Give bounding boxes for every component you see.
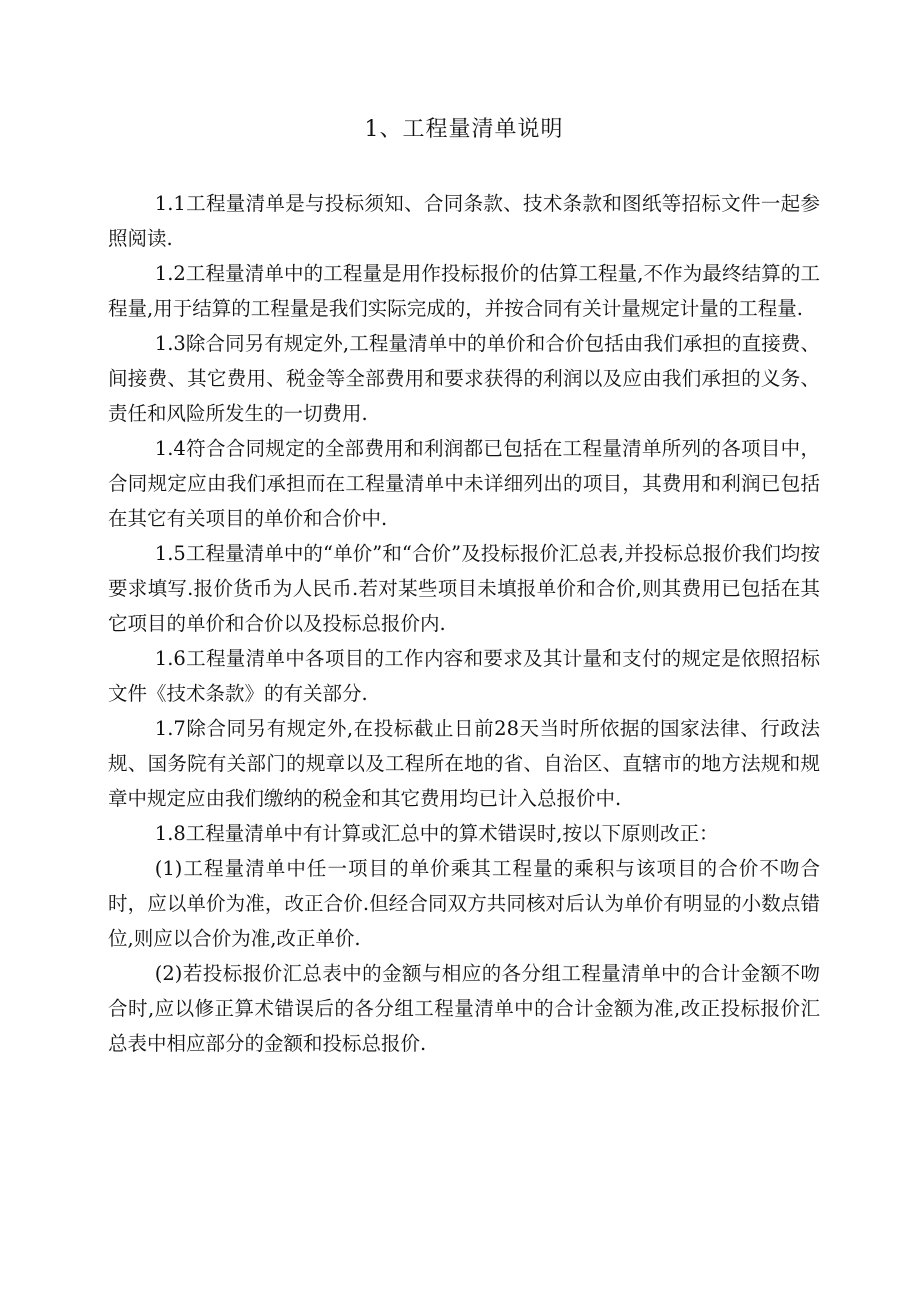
paragraph-1-7: 1.7除合同另有规定外,在投标截止日前28天当时所依据的国家法律、行政法规、国务院有关部门的规章以及工程所在地的省、自治区、直辖市的地方法规和规章中规定应由我们缴纳的税金和其它费用均已计入总报价中.: [108, 717, 820, 810]
paragraph-1-5: 1.5工程量清单中的“单价”和“合价”及投标报价汇总表,并投标总报价我们均按要求填写.报价货币为人民币.若对某些项目未填报单价和合价,则其费用已包括在其它项目的单价和合价以及投标总报价内.: [108, 542, 820, 635]
paragraph-rule-2: (2)若投标报价汇总表中的金额与相应的各分组工程量清单中的合计金额不吻合时,应以修正算术错误后的各分组工程量清单中的合计金额为准,改正投标报价汇总表中相应部分的金额和投标总报价.: [108, 962, 820, 1055]
paragraph-rule-1: (1)工程量清单中任一项目的单价乘其工程量的乘积与该项目的合价不吻合时，应以单价为准，改正合价.但经合同双方共同核对后认为单价有明显的小数点错位,则应以合价为准,改正单价.: [108, 857, 820, 950]
paragraph-1-8: 1.8工程量清单中有计算或汇总中的算术错误时,按以下原则改正：: [154, 822, 719, 845]
paragraph-1-2: 1.2工程量清单中的工程量是用作投标报价的估算工程量,不作为最终结算的工程量,用于结算的工程量是我们实际完成的，并按合同有关计量规定计量的工程量.: [108, 262, 820, 320]
paragraph-1-1: 1.1工程量清单是与投标须知、合同条款、技术条款和图纸等招标文件一起参照阅读.: [108, 192, 820, 250]
paragraph-1-4: 1.4符合合同规定的全部费用和利润都已包括在工程量清单所列的各项目中，合同规定应由我们承担而在工程量清单中未详细列出的项目，其费用和利润已包括在其它有关项目的单价和合价中.: [108, 437, 820, 530]
paragraph-1-6: 1.6工程量清单中各项目的工作内容和要求及其计量和支付的规定是依照招标文件《技术条款》的有关部分.: [108, 647, 820, 705]
document-body: [108, 186, 820, 1061]
paragraph-1-3: 1.3除合同另有规定外,工程量清单中的单价和合价包括由我们承担的直接费、间接费、其它费用、税金等全部费用和要求获得的利润以及应由我们承担的义务、责任和风险所发生的一切费用.: [108, 332, 820, 425]
page-title: 1、工程量清单说明: [364, 117, 564, 142]
